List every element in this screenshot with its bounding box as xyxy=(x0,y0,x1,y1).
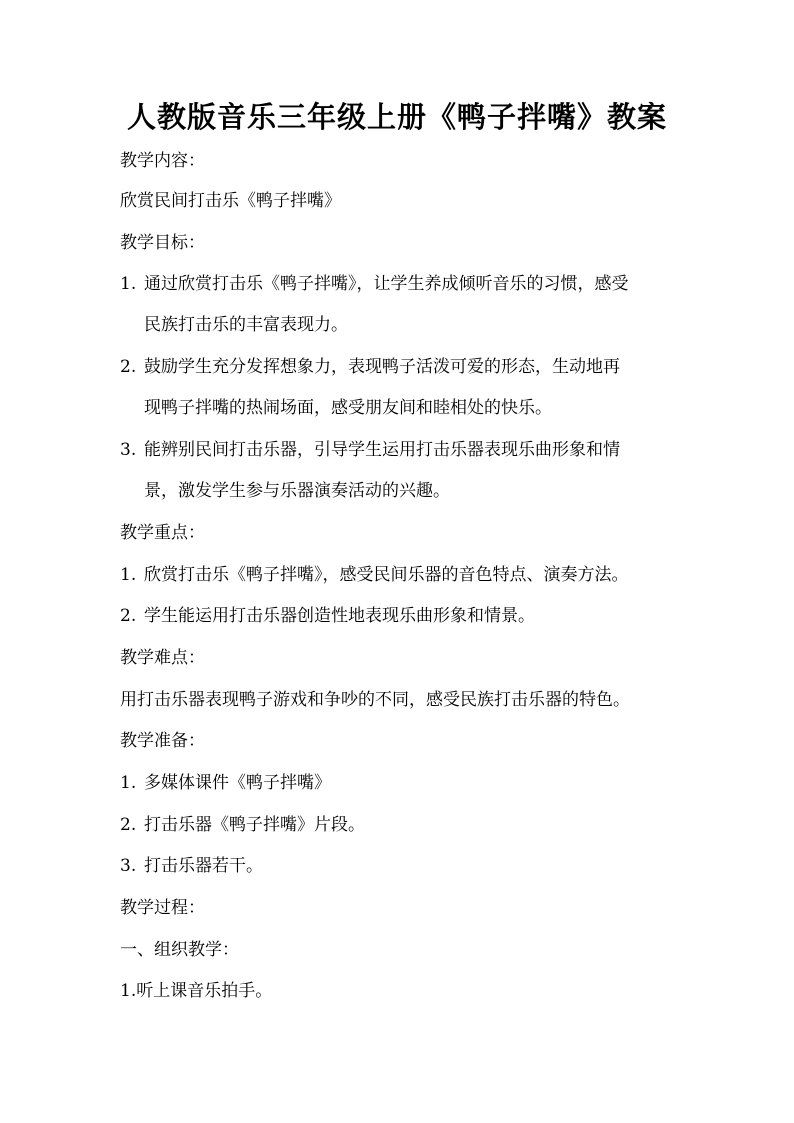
goals-heading: 教学目标： xyxy=(120,233,205,253)
goal-text: 通过欣赏打击乐《鸭子拌嘴》，让学生养成倾听音乐的习惯，感受 xyxy=(144,274,629,294)
goal-item-1 xyxy=(120,272,629,296)
list-number: 2. xyxy=(120,815,137,835)
goal-item-3-continuation: 景，激发学生参与乐器演奏活动的兴趣。 xyxy=(144,481,450,501)
key-points-heading: 教学重点： xyxy=(120,523,205,543)
content-text: 欣赏民间打击乐《鸭子拌嘴》 xyxy=(120,191,341,211)
goal-text: 鼓励学生充分发挥想象力，表现鸭子活泼可爱的形态，生动地再 xyxy=(144,357,620,377)
preparation-item-1 xyxy=(120,771,331,795)
process-heading: 教学过程： xyxy=(120,898,205,918)
difficulty-text: 用打击乐器表现鸭子游戏和争吵的不同，感受民族打击乐器的特色。 xyxy=(120,690,630,710)
goal-item-1-continuation: 民族打击乐的丰富表现力。 xyxy=(144,315,348,335)
list-number: 1. xyxy=(120,565,137,585)
key-point-item-2 xyxy=(120,604,535,628)
goal-item-2-continuation: 现鸭子拌嘴的热闹场面，感受朋友间和睦相处的快乐。 xyxy=(144,398,552,418)
list-number: 3. xyxy=(120,440,137,460)
preparation-text: 打击乐器《鸭子拌嘴》片段。 xyxy=(144,815,365,835)
preparation-text: 打击乐器若干。 xyxy=(144,856,263,876)
document-title: 人教版音乐三年级上册《鸭子拌嘴》教案 xyxy=(126,100,667,134)
goal-item-2 xyxy=(120,355,620,379)
difficulty-heading: 教学难点： xyxy=(120,648,205,668)
list-number: 1. xyxy=(120,773,137,793)
process-item: 1.听上课音乐拍手。 xyxy=(120,981,273,1001)
list-number: 2. xyxy=(120,606,137,626)
key-point-text: 学生能运用打击乐器创造性地表现乐曲形象和情景。 xyxy=(144,606,535,626)
process-section-heading: 一、组织教学： xyxy=(120,940,239,960)
content-heading: 教学内容： xyxy=(120,151,205,171)
list-number: 1. xyxy=(120,274,137,294)
goal-item-3 xyxy=(120,438,620,462)
key-point-item-1 xyxy=(120,563,629,587)
key-point-text: 欣赏打击乐《鸭子拌嘴》，感受民间乐器的音色特点、演奏方法。 xyxy=(144,565,629,585)
preparation-item-2 xyxy=(120,813,365,837)
list-number: 2. xyxy=(120,357,137,377)
preparation-heading: 教学准备： xyxy=(120,731,205,751)
list-number: 3. xyxy=(120,856,137,876)
preparation-text: 多媒体课件《鸭子拌嘴》 xyxy=(144,773,331,793)
preparation-item-3 xyxy=(120,854,263,878)
goal-text: 能辨别民间打击乐器，引导学生运用打击乐器表现乐曲形象和情 xyxy=(144,440,620,460)
